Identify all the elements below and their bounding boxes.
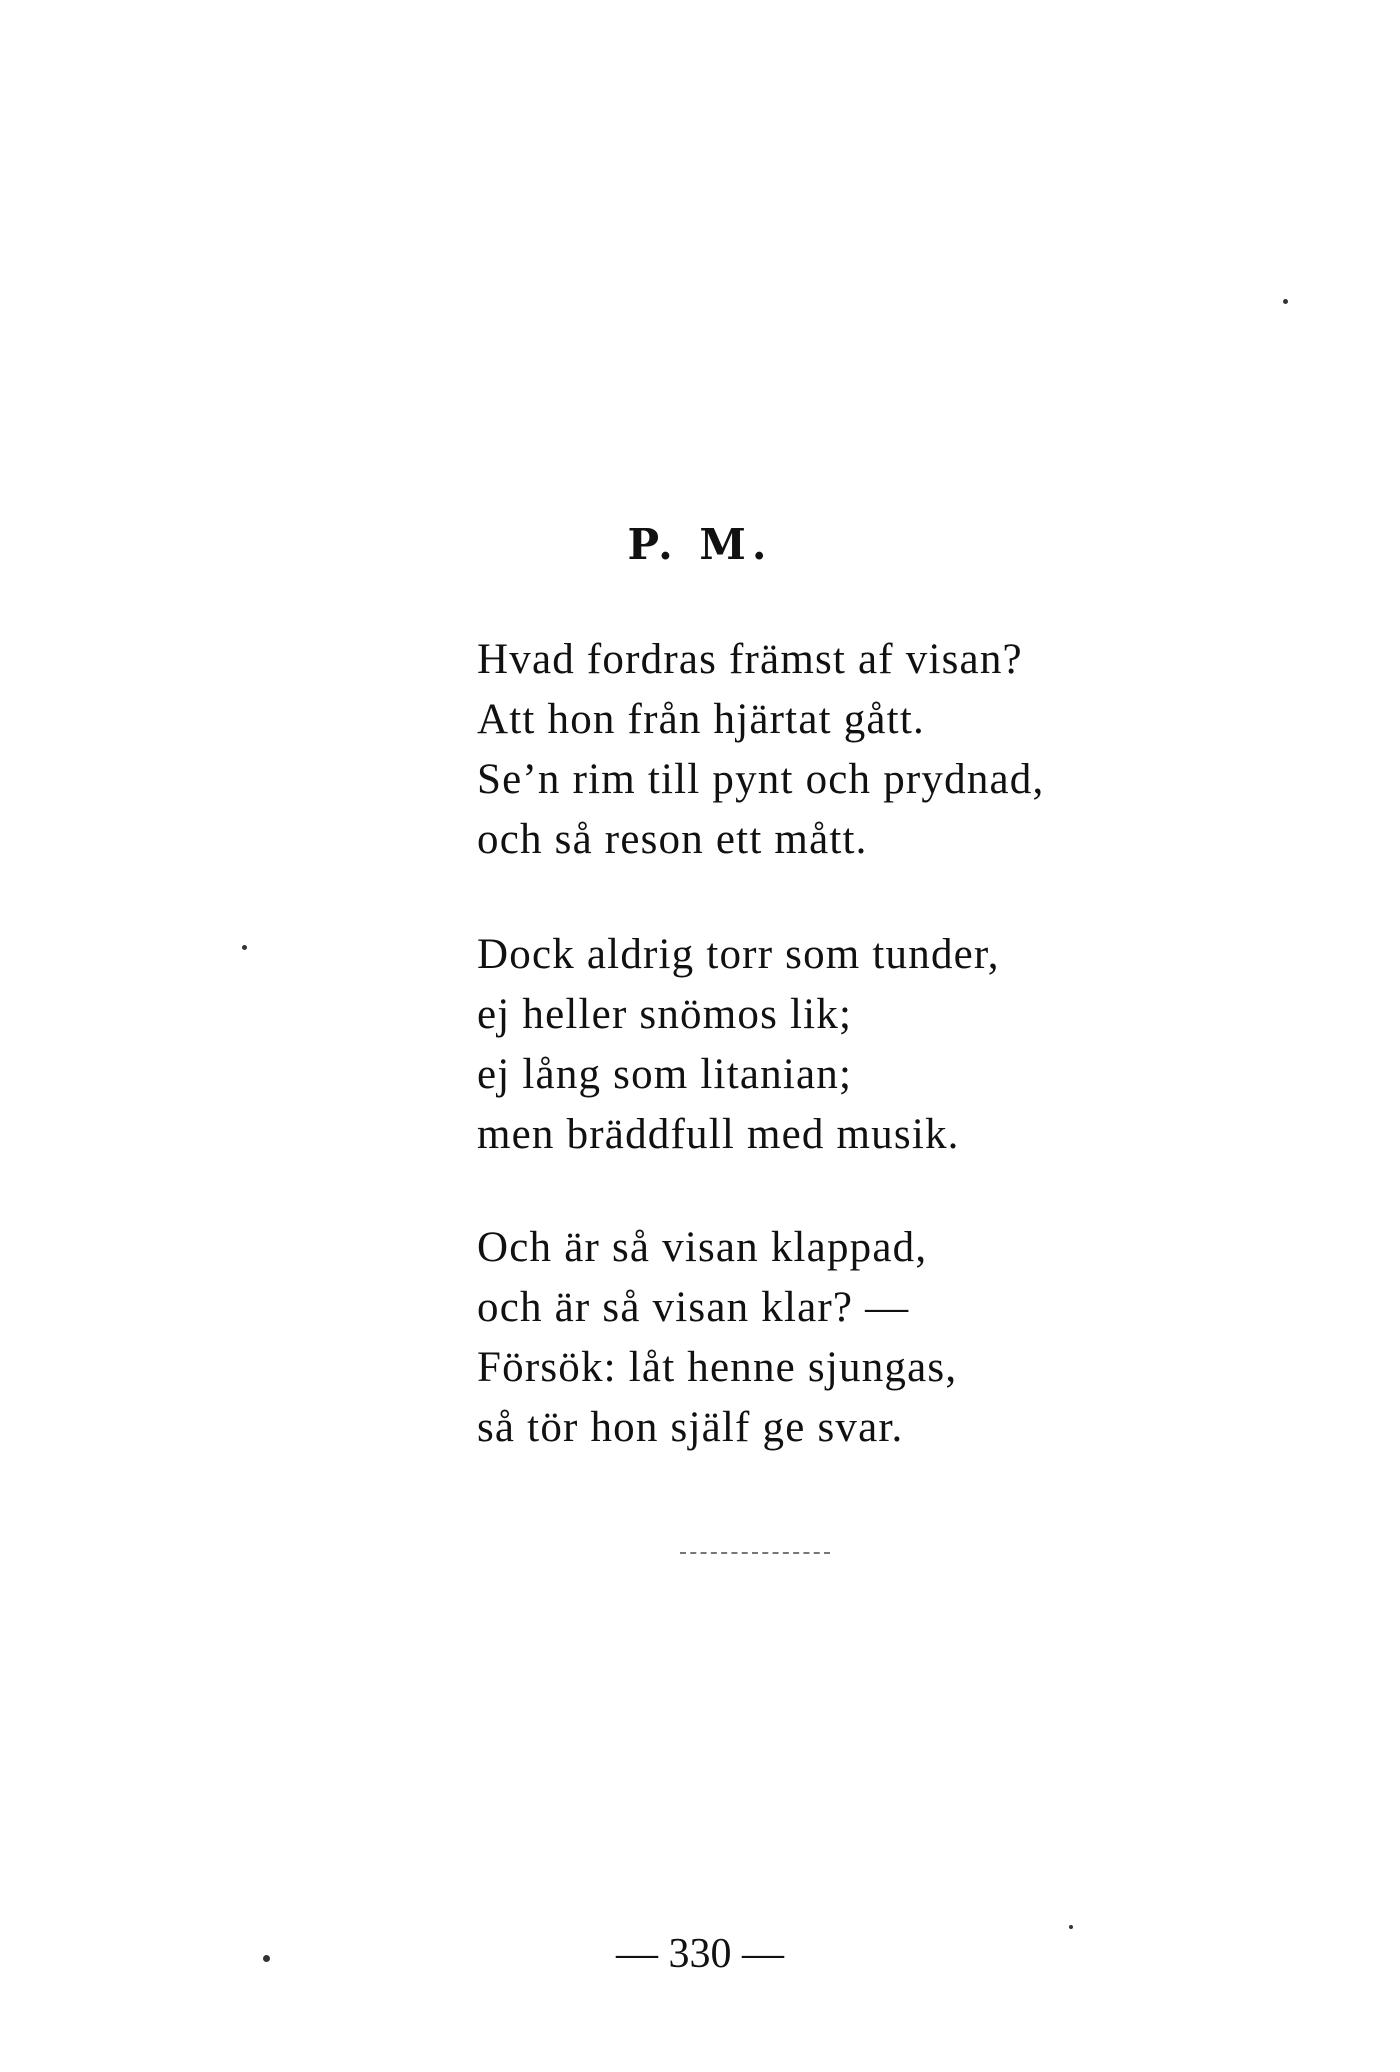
poem-line: men bräddfull med musik.: [477, 1111, 960, 1158]
print-speck: [1283, 299, 1288, 304]
print-speck: [1069, 1925, 1073, 1929]
section-divider: [680, 1552, 830, 1554]
poem-line: Att hon från hjärtat gått.: [477, 696, 925, 743]
stanza-2: [477, 925, 1000, 1165]
poem-title: P. M.: [627, 520, 773, 569]
poem-line: ej lång som litanian;: [477, 1051, 853, 1098]
print-speck: [242, 945, 247, 950]
poem-line: så tör hon själf ge svar.: [477, 1404, 904, 1451]
poem-line: Dock aldrig torr som tunder,: [477, 931, 1000, 978]
poem-line: Se’n rim till pynt och prydnad,: [477, 756, 1045, 803]
poem-line: och så reson ett mått.: [477, 816, 868, 863]
poem-line: och är så visan klar? —: [477, 1284, 910, 1331]
page-number: — 330 —: [616, 1931, 784, 1977]
stanza-1: [477, 630, 1044, 870]
poem-line: Försök: låt henne sjungas,: [477, 1344, 958, 1391]
poem-line: ej heller snömos lik;: [477, 991, 853, 1038]
poem-line: Hvad fordras främst af visan?: [477, 636, 1023, 683]
poem-line: Och är så visan klappad,: [477, 1224, 928, 1271]
stanza-3: [477, 1218, 957, 1458]
